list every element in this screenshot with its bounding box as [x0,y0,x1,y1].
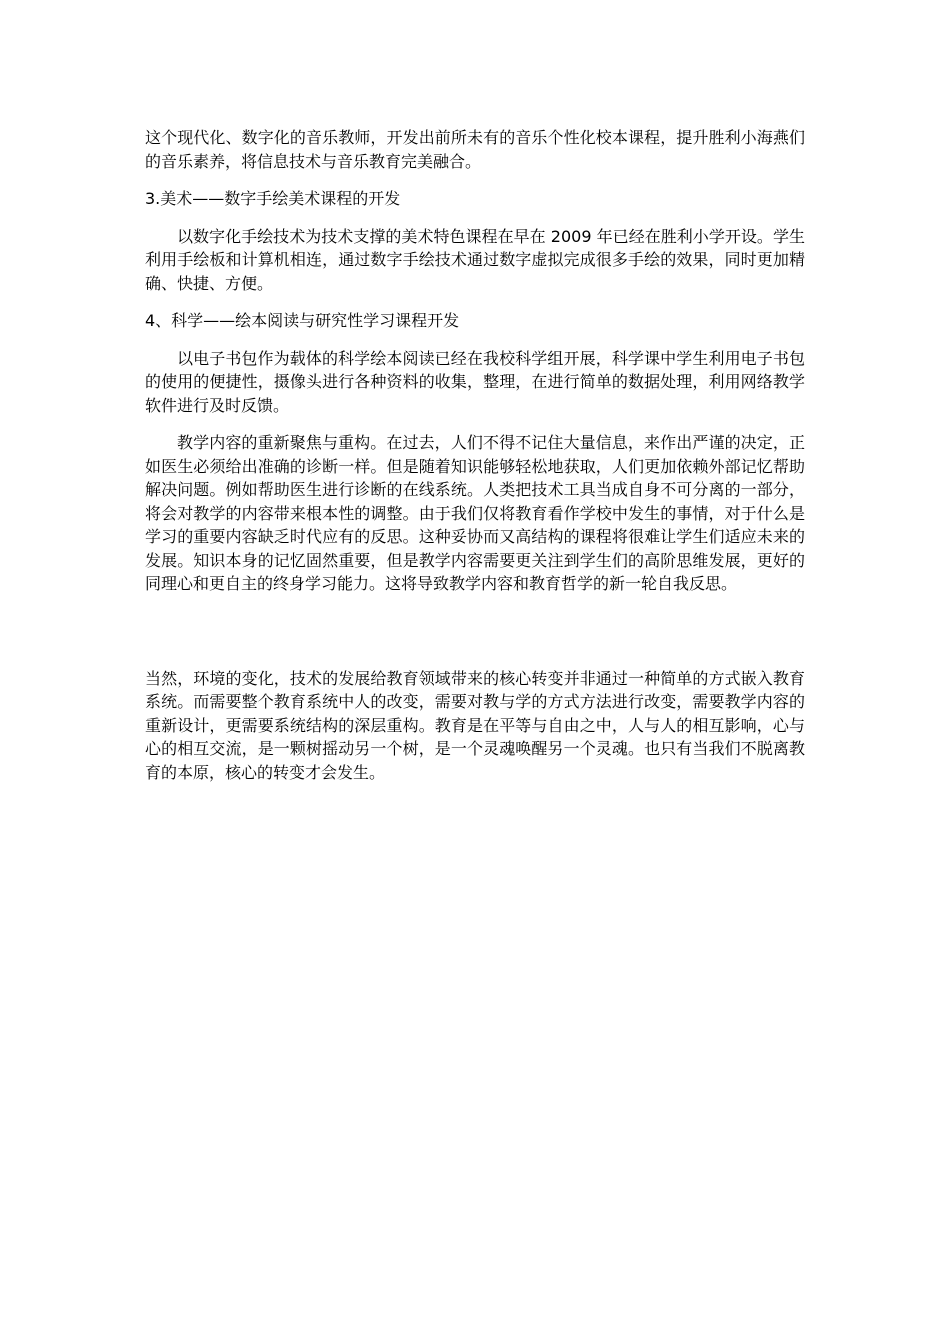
paragraph-music-course: 这个现代化、数字化的音乐教师，开发出前所未有的音乐个性化校本课程，提升胜利小海燕们的音乐素养，将信息技术与音乐教育完美融合。 [145,128,805,171]
paragraph-conclusion: 当然，环境的变化，技术的发展给教育领域带来的核心转变并非通过一种简单的方式嵌入教育系统。而需要整个教育系统中人的改变，需要对教与学的方式方法进行改变，需要教学内容的重新设计，更需要系统结构的深层重构。教育是在平等与自由之中，人与人的相互影响，心与心的相互交流，是一颗树摇动另一个树，是一个灵魂唤醒另一个灵魂。也只有当我们不脱离教育的本原，核心的转变才会发生。 [145,668,805,782]
document-body [145,126,805,784]
paragraph-science-course: 以电子书包作为载体的科学绘本阅读已经在我校科学组开展，科学课中学生利用电子书包的使用的便捷性，摄像头进行各种资料的收集，整理，在进行简单的数据处理，利用网络教学软件进行及时反馈。 [145,348,805,415]
heading-art-section: 3.美术——数字手绘美术课程的开发 [145,189,401,208]
paragraph-content-refocus: 教学内容的重新聚焦与重构。在过去，人们不得不记住大量信息，来作出严谨的决定，正如医生必须给出准确的诊断一样。但是随着知识能够轻松地获取，人们更加依赖外部记忆帮助解决问题。例如帮助医生进行诊断的在线系统。人类把技术工具当成自身不可分离的一部分，将会对教学的内容带来根本性的调整。由于我们仅将教育看作学校中发生的事情，对于什么是学习的重要内容缺乏时代应有的反思。这种妥协而又高结构的课程将很难让学生们适应未来的发展。知识本身的记忆固然重要，但是教学内容需要更关注到学生们的高阶思维发展，更好的同理心和更自主的终身学习能力。这将导致教学内容和教育哲学的新一轮自我反思。 [145,433,805,593]
heading-science-section: 4、科学——绘本阅读与研究性学习课程开发 [145,311,460,330]
paragraph-art-course: 以数字化手绘技术为技术支撑的美术特色课程在早在 2009 年已经在胜利小学开设。学生利用手绘板和计算机相连，通过数字手绘技术通过数字虚拟完成很多手绘的效果，同时更加精确、快捷、方便。 [145,226,805,293]
